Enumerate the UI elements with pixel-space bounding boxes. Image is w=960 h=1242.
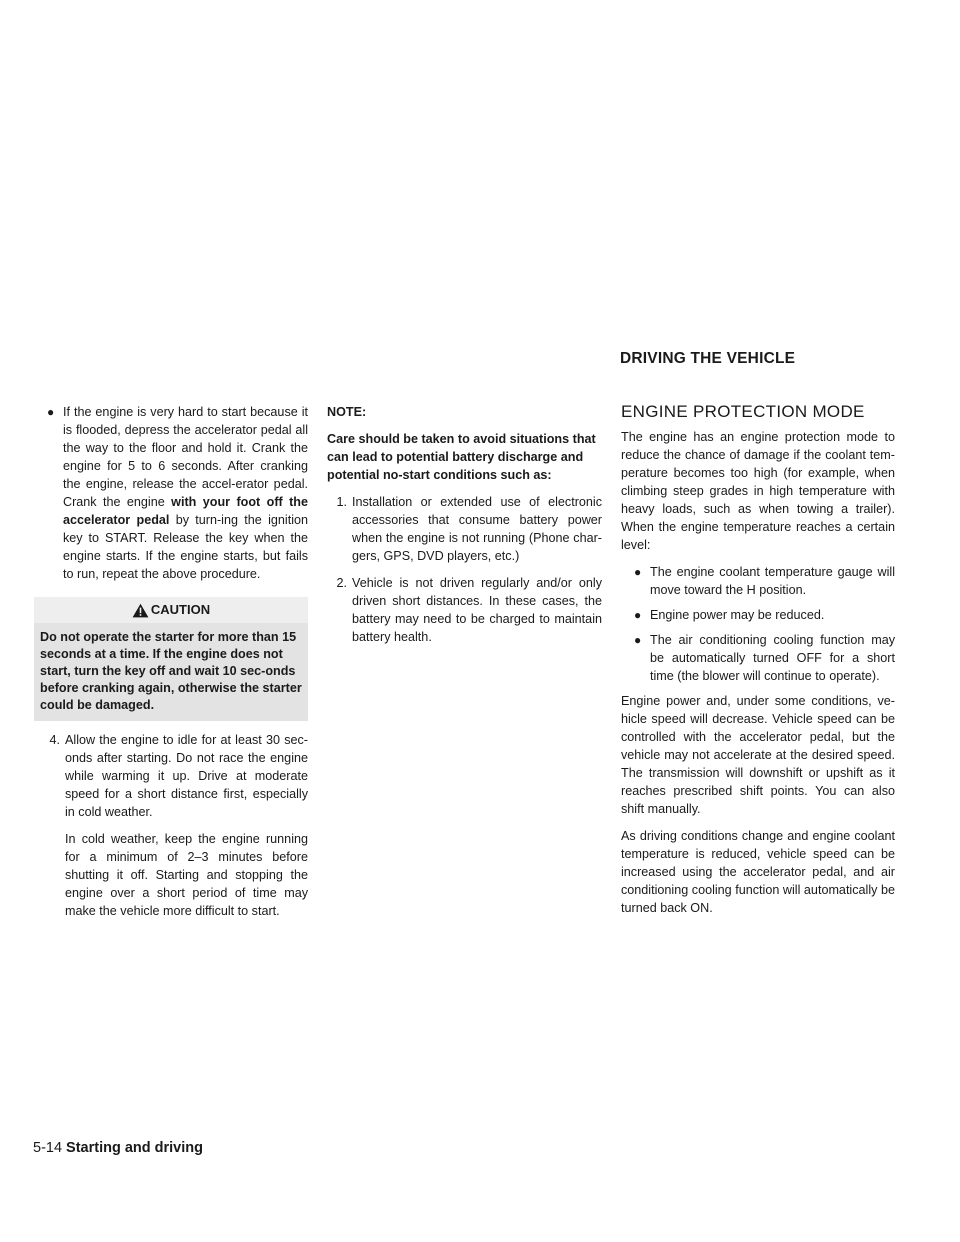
bullet-text <box>63 403 308 583</box>
item-number: 2. <box>336 576 347 590</box>
list-item <box>629 563 895 599</box>
bullet-text: The engine coolant temperature gauge will move toward the H position. <box>650 565 895 597</box>
bullet-text: Engine power may be reduced. <box>650 608 825 622</box>
bullet-dot-icon: ● <box>634 633 642 647</box>
paragraph: As driving conditions change and engine coolant temperature is reduced, vehicle speed can be increased using the accelerator pedal, and air conditioning cooling function will automatically be turned back ON. <box>621 829 895 915</box>
list-item <box>629 606 895 624</box>
bullet-text: The air conditioning cooling function may be automatically turned OFF for a short time (the blower will continue to operate). <box>650 633 895 683</box>
item-text: Vehicle is not driven regularly and/or only driven short distances. In these cases, the battery may need to be charged to maintain battery health. <box>352 576 602 644</box>
page-footer <box>33 1140 203 1156</box>
list-item <box>38 731 308 821</box>
item-text: Installation or extended use of electronic accessories that consume battery power when the engine is not running (Phone char-gers, GPS, DVD players, etc.) <box>352 495 602 563</box>
paragraph: The engine has an engine protection mode to reduce the chance of damage if the coolant tem-perature becomes too high (for example, when climbing steep grades in high temperature with heavy loads, such as when towing a trailer). When the engine temperature reaches a certain level: <box>621 430 895 552</box>
list-item <box>327 493 602 565</box>
list-item <box>327 574 602 646</box>
warning-triangle-icon <box>132 603 149 618</box>
item-number: 1. <box>336 495 347 509</box>
step-number: 4. <box>49 733 60 747</box>
caution-box <box>34 597 308 721</box>
page-number: 5-14 <box>33 1140 63 1156</box>
caution-text: Do not operate the starter for more than 15 seconds at a time. If the engine does not start, turn the key off and wait 10 sec-onds before cranking again, otherwise the starter could be damaged. <box>40 630 302 712</box>
column-middle <box>327 403 602 655</box>
bullet-dot-icon: ● <box>634 608 642 622</box>
caution-title: CAUTION <box>150 602 211 617</box>
paragraph: Engine power and, under some conditions, ve-hicle speed will decrease. Vehicle speed can be controlled with the accelerator pedal, but the vehicle may not accelerate at the desired speed. The transmission will downshift or upshift as it reaches prescribed shift points. You can also shift manually. <box>621 694 895 816</box>
bullet-text-part: If the engine is very hard to start because it is flooded, depress the accelerator pedal all the way to the floor and hold it. Crank the engine for 5 to 6 seconds. After cranking the engine, release the accel-erator pedal. Crank the engine <box>63 405 308 509</box>
section-header: DRIVING THE VEHICLE <box>620 350 796 367</box>
bullet-text-part: by turn-ing the ignition key to START. Release the key when the engine starts. If the engine starts, but fails to run, repeat the above procedure. <box>63 513 308 581</box>
note-intro: Care should be taken to avoid situations that can lead to potential battery discharge and potential no-start conditions such as: <box>327 432 596 482</box>
chapter-title: Starting and driving <box>66 1140 203 1156</box>
list-item <box>629 631 895 685</box>
bullet-dot-icon: ● <box>634 565 642 579</box>
bullet-text-emphasis: with your foot off the accelerator pedal <box>63 495 309 527</box>
step-continuation: In cold weather, keep the engine running for a minimum of 2–3 minutes before shutting it off. Starting and stopping the engine over a short period of time may make the vehicle more difficult to start. <box>65 832 308 918</box>
column-right <box>621 403 895 926</box>
note-label: NOTE: <box>327 405 367 419</box>
caution-header <box>34 597 308 623</box>
column-left <box>34 403 308 929</box>
bullet-dot-icon: ● <box>47 405 55 419</box>
list-item <box>42 403 308 583</box>
step-text: Allow the engine to idle for at least 30 sec-onds after starting. Do not race the engine while warming it up. Drive at moderate speed for a short distance first, especially in cold weather. <box>65 733 308 819</box>
section-title: ENGINE PROTECTION MODE <box>621 402 865 421</box>
